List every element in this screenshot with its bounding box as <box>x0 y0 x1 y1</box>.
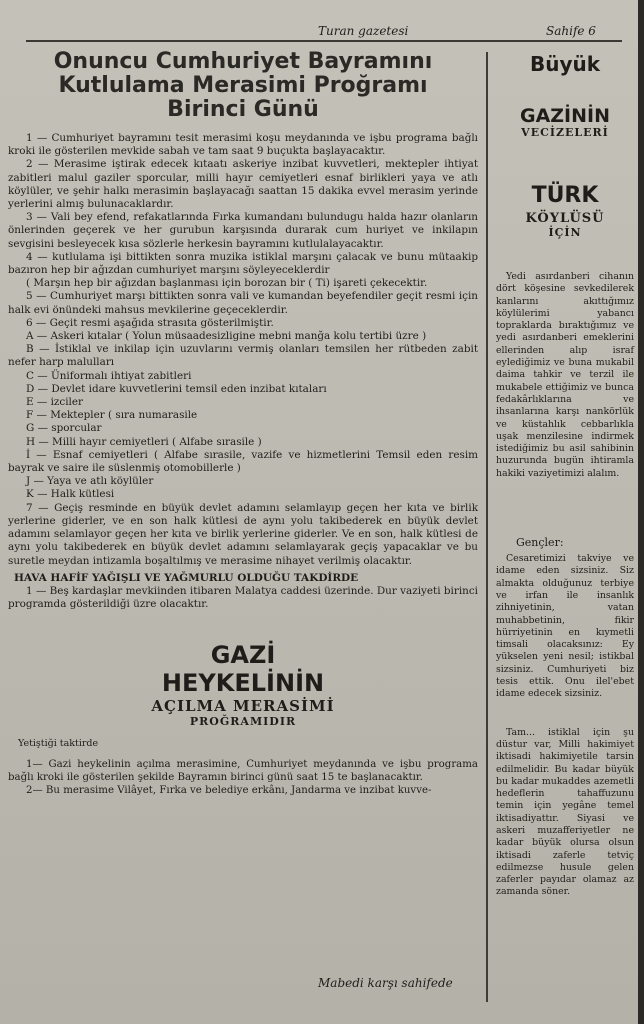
headline-line-2: Kutlulama Merasimi Proğramı <box>58 73 428 98</box>
paragraph: H — Milli hayır cemiyetleri ( Alfabe sırasile ) <box>26 435 262 448</box>
column-divider <box>486 52 488 1002</box>
weather-section-title: HAVA HAFİF YAĞIŞLI VE YAĞMURLU OLDUĞU TAKDİRDE <box>14 571 359 584</box>
paragraph: D — Devlet idare kuvvetlerini temsil eden inzibat kıtaları <box>26 382 327 395</box>
article-headline <box>8 50 478 122</box>
paragraph: ( Marşın hep bir ağızdan başlanması için borozan bir ( Ti) işareti çekecektir. <box>26 277 428 290</box>
quote-text: Tam... istiklal için şu düstur var, Milli hakimiyet iktisadi hakimiyetile tarsin edilmelidir. Bu kadar büyük bu kadar mukaddes azemetli hedeflerin tahaffuzunu temin için yegâne temel iktisadiyattır. Siyasi ve askeri muzafferiyetler ne kadar büyük olursa olsun iktisadi zaferle tetviç edilmezse husule gelen zaferler payıdar olamaz az zamanda söner. <box>496 726 634 898</box>
gazi-title-line-2: HEYKELİNİN <box>161 669 325 698</box>
sidebar-title-3: VECİZELERİ <box>521 126 609 139</box>
sidebar-quote-3 <box>494 727 636 899</box>
paragraph: 2 — Merasime iştirak edecek kıtaatı askeriye inzibat kuvvetleri, mektepler ihtiyat zabitleri malul gaziler sporcular, milli hayır cemiyetleri esnaf birlikleri yaya ve atlı köylüler, ve şehir halkı merasimin başlayacağı saattan 15 dakika evvel merasim yerinde yerlerini almış bulunacaklardır. <box>8 158 478 211</box>
paragraph: 7 — Geçiş resminde en büyük devlet adamını selamlayıp geçen her kıta ve birlik yerlerine giderler, ve en son halk kütlesi de aynı yolu takibederek en büyük devlet adamını selamlayor geçen her kıta ve birlik yerlerine giderler. Ve en son, halk kütlesi de aynı yolu takibederek en büyük devlet adamını selamlayarak geçiş yapacaklar ve bu suretle meydan intizamla boşaltılmış ve merasime nihayet verilmiş olacaktır. <box>8 501 478 567</box>
newspaper-title: Turan gazetesi <box>318 24 409 38</box>
gazi-title-line-4: PROĞRAMIDIR <box>189 715 297 729</box>
paragraph: 5 — Cumhuriyet marşı bittikten sonra vali ve kumandan beyefendiler geçit resmi için halk evi önündeki mahsus mevkilerine geçeceklerdir. <box>8 290 478 316</box>
gazi-statue-heading <box>8 641 478 729</box>
sidebar-title-6: İÇİN <box>548 226 582 239</box>
header-rule <box>26 40 622 42</box>
program-text <box>8 132 478 611</box>
paragraph: F — Mektepler ( sıra numarasile <box>26 409 198 422</box>
headline-line-3: Birinci Günü <box>167 97 319 122</box>
page-number: Sahife 6 <box>546 24 596 38</box>
quote-text: Yedi asırdanberi cihanın dört köşesine sevkedilerek kanlarını akıttığımız köylülerimi yabancı topraklarda bıraktığımız ve yedi asırdanberi emeklerini ellerinden alıp israf eylediğimiz ve buna mukabil daima tahkir ve terzil ile mukabele ettiğimiz ve bunca fedakârlıklarına ve ihsanlarına karşı nankörlük ve küstahlık cebbarlıkla uşak menzilesine indirmek istediğimiz bu asil sahibinin huzurunda bugün ihtiramla hakiki vaziyetimizi alalım. <box>496 271 634 479</box>
paragraph: A — Askeri kıtalar ( Yolun müsaadesizligine mebni manğa kolu tertibi üzre ) <box>26 330 427 343</box>
paragraph: 6 — Geçit resmi aşağıda strasıta gösterilmiştir. <box>26 316 274 329</box>
continued-note: Mabedi karşı sahifede <box>318 976 453 990</box>
sidebar-title-4: TÜRK <box>531 183 599 208</box>
gazi-intro: Yetiştiği taktirde <box>18 738 99 750</box>
gazi-program-text <box>8 737 478 797</box>
gazi-title-line-3: AÇILMA MERASİMİ <box>151 697 335 716</box>
paragraph: E — izciler <box>26 396 83 409</box>
main-article <box>8 44 478 797</box>
paragraph: G — sporcular <box>26 422 102 435</box>
sidebar-quote-2 <box>494 553 636 701</box>
paragraph: B — İstiklal ve inkilap için uzuvlarını vermiş olanları temsilen her rütbeden zabit nefer harp malulları <box>8 343 478 369</box>
sidebar-title-1: Büyük <box>529 52 601 76</box>
page-edge <box>638 0 644 1024</box>
sidebar-column <box>494 52 636 899</box>
gazi-title-line-1: GAZİ <box>210 641 276 670</box>
paragraph: 4 — kutlulama işi bittikten sonra muzika istiklal marşını çalacak ve bunu mütaakip bazıron hep bir ağızdan cumhuriyet marşını söyleyeceklerdir <box>8 250 478 277</box>
paragraph: 1 — Beş kardaşlar mevkiinden itibaren Malatya caddesi üzerinde. Dur vaziyeti birinci programda gösterildiği üzre olacaktır. <box>8 584 478 611</box>
sidebar-quote-1 <box>494 271 636 480</box>
paragraph: 3 — Vali bey efend, refakatlarında Fırka kumandanı bulundugu halda hazır olanların önlerinden geçerek ve her gurubun karşısında durarak cum huriyet ve inkilapın sevgisini besleyecek kısa sözlerle herkesin bayramını kutlulalayacaktır. <box>8 211 478 250</box>
paragraph: J — Yaya ve atlı köylüler <box>26 475 154 488</box>
sidebar-heading-youth: Gençler: <box>516 536 564 550</box>
sidebar-title-2: GAZİNİN <box>519 105 611 127</box>
sidebar-title-5: KÖYLÜSÜ <box>525 211 605 226</box>
paragraph: 1— Gazi heykelinin açılma merasimine, Cumhuriyet meydanında ve işbu programa bağlı kroki ile gösterilen şekilde Bayramın birinci günü saat 15 te başlanacaktır. <box>8 759 478 784</box>
headline-line-1: Onuncu Cumhuriyet Bayramını <box>53 49 433 74</box>
quote-text: Cesaretimizi takviye ve idame eden sizsiniz. Siz almakta olduğunuz terbiye ve irfan ile insanlık zihniyetinin, vatan muhabbetinin, fikir hürriyetinin en kıymetli timsali olacaksınız: Ey yükselen yeni nesil; istikbal sizsiniz. Cumhuriyeti biz tesis ettik. Onu ilel'ebet idame edecek sizsiniz. <box>496 553 634 700</box>
paragraph: İ — Esnaf cemiyetleri ( Alfabe sırasile, vazife ve hizmetlerini Temsil eden resim bayrak ve saire ile süslenmiş otomobillerle ) <box>8 448 478 475</box>
paragraph: C — Üniformalı ihtiyat zabitleri <box>26 369 192 382</box>
paragraph: 1 — Cumhuriyet bayramını tesit merasimi koşu meydanında ve işbu programa bağlı kroki ile gösterilen mevkide sabah ve tam saat 9 buçukta başlayacaktır. <box>8 132 478 158</box>
page-header <box>20 22 620 42</box>
paragraph: 2— Bu merasime Vilâyet, Fırka ve belediye erkânı, Jandarma ve inzibat kuvve- <box>26 785 432 797</box>
paragraph: K — Halk kütlesi <box>26 488 115 501</box>
